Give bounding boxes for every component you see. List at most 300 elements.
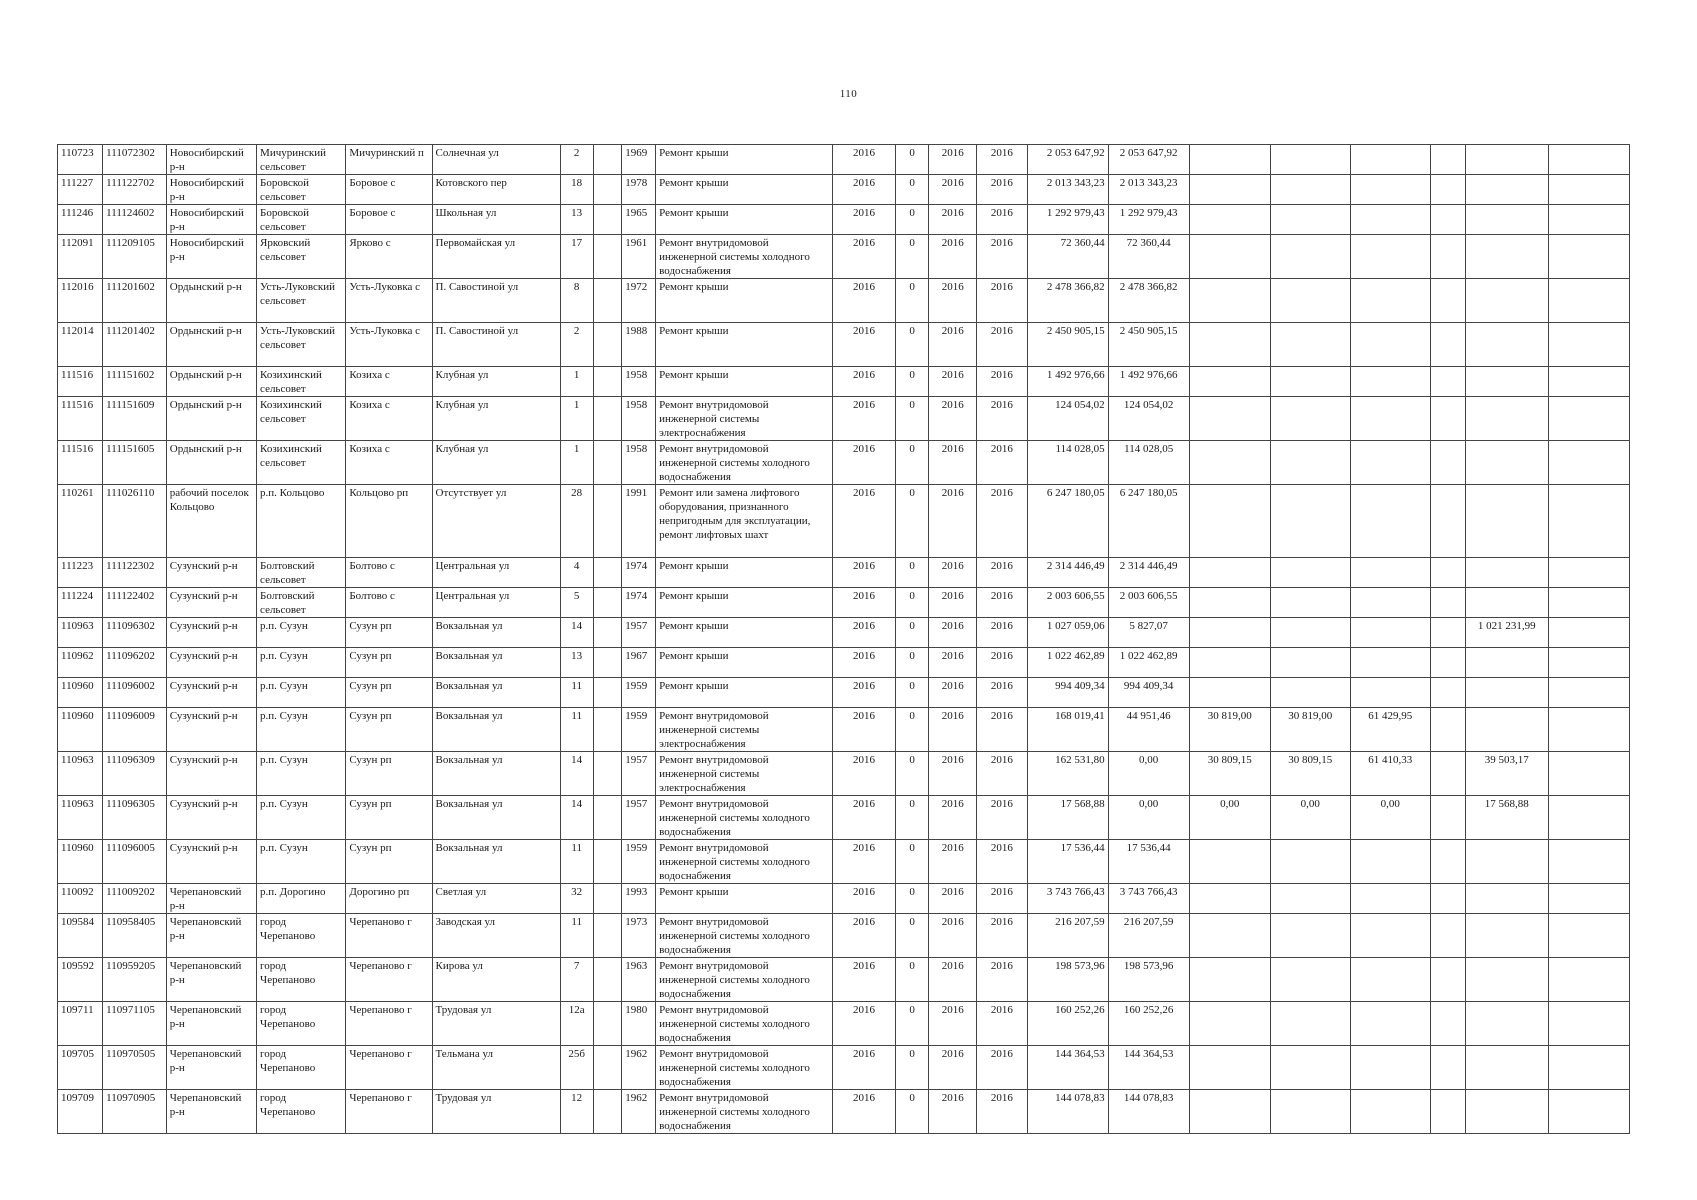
cell-budget-d <box>1350 678 1430 708</box>
cell-budget-b <box>1189 397 1270 441</box>
cell-year-plan: 2016 <box>832 588 896 618</box>
page-number: 110 <box>839 88 858 100</box>
cell-id: 109711 <box>58 1002 103 1046</box>
cell-district: Сузунский р-н <box>166 678 256 708</box>
cell-blank1 <box>593 588 622 618</box>
cell-budget-b <box>1189 1090 1270 1134</box>
cell-district: Сузунский р-н <box>166 708 256 752</box>
cell-district: Черепановский р-н <box>166 1002 256 1046</box>
cell-blank3 <box>1548 145 1629 175</box>
cell-house: 17 <box>560 235 593 279</box>
cell-work-type: Ремонт крыши <box>656 588 832 618</box>
cell-street: П. Савостиной ул <box>432 279 560 323</box>
cell-budget-d <box>1350 205 1430 235</box>
cell-total-cost: 162 531,80 <box>1027 752 1108 796</box>
cell-budget-a: 114 028,05 <box>1108 441 1189 485</box>
cell-zero: 0 <box>896 796 929 840</box>
table-row <box>58 840 1630 884</box>
cell-id: 111227 <box>58 175 103 205</box>
cell-code: 111151605 <box>103 441 167 485</box>
cell-budget-c <box>1270 914 1350 958</box>
cell-work-type: Ремонт внутридомовой инженерной системы холодного водоснабжения <box>656 1090 832 1134</box>
cell-house: 7 <box>560 958 593 1002</box>
cell-work-type: Ремонт внутридомовой инженерной системы холодного водоснабжения <box>656 958 832 1002</box>
table-row <box>58 235 1630 279</box>
cell-year-end: 2016 <box>977 708 1027 752</box>
cell-year-built: 1967 <box>622 648 656 678</box>
cell-year-start: 2016 <box>929 175 977 205</box>
cell-blank3 <box>1548 397 1629 441</box>
cell-municipality: Козихинский сельсовет <box>257 397 346 441</box>
cell-extra <box>1465 678 1548 708</box>
cell-district: Новосибирский р-н <box>166 175 256 205</box>
cell-blank3 <box>1548 958 1629 1002</box>
cell-street: Центральная ул <box>432 558 560 588</box>
cell-year-built: 1978 <box>622 175 656 205</box>
cell-budget-b <box>1189 840 1270 884</box>
cell-extra <box>1465 279 1548 323</box>
cell-code: 111122302 <box>103 558 167 588</box>
cell-zero: 0 <box>896 752 929 796</box>
cell-zero: 0 <box>896 558 929 588</box>
cell-settlement: Болтово с <box>346 558 432 588</box>
cell-id: 111516 <box>58 397 103 441</box>
cell-budget-b <box>1189 485 1270 558</box>
cell-budget-c: 30 819,00 <box>1270 708 1350 752</box>
cell-extra: 17 568,88 <box>1465 796 1548 840</box>
cell-district: Черепановский р-н <box>166 884 256 914</box>
cell-year-built: 1972 <box>622 279 656 323</box>
cell-district: Черепановский р-н <box>166 1046 256 1090</box>
cell-budget-b <box>1189 367 1270 397</box>
cell-work-type: Ремонт внутридомовой инженерной системы электроснабжения <box>656 397 832 441</box>
cell-budget-a: 144 078,83 <box>1108 1090 1189 1134</box>
cell-settlement: Сузун рп <box>346 618 432 648</box>
cell-municipality: Ярковский сельсовет <box>257 235 346 279</box>
cell-blank3 <box>1548 618 1629 648</box>
cell-budget-d <box>1350 235 1430 279</box>
cell-blank1 <box>593 958 622 1002</box>
cell-year-end: 2016 <box>977 1046 1027 1090</box>
cell-blank3 <box>1548 1002 1629 1046</box>
cell-house: 13 <box>560 205 593 235</box>
table-row <box>58 914 1630 958</box>
cell-year-built: 1957 <box>622 618 656 648</box>
cell-year-start: 2016 <box>929 1090 977 1134</box>
cell-budget-d <box>1350 588 1430 618</box>
cell-year-built: 1957 <box>622 752 656 796</box>
cell-blank2 <box>1430 648 1465 678</box>
cell-total-cost: 1 022 462,89 <box>1027 648 1108 678</box>
table-row <box>58 648 1630 678</box>
table-row <box>58 708 1630 752</box>
cell-municipality: р.п. Сузун <box>257 796 346 840</box>
cell-blank2 <box>1430 708 1465 752</box>
cell-blank3 <box>1548 205 1629 235</box>
cell-budget-d <box>1350 485 1430 558</box>
cell-blank1 <box>593 1090 622 1134</box>
cell-blank2 <box>1430 588 1465 618</box>
cell-blank3 <box>1548 678 1629 708</box>
cell-budget-c <box>1270 205 1350 235</box>
cell-extra <box>1465 323 1548 367</box>
cell-id: 111516 <box>58 367 103 397</box>
cell-settlement: Черепаново г <box>346 1046 432 1090</box>
cell-street: Клубная ул <box>432 397 560 441</box>
cell-year-start: 2016 <box>929 840 977 884</box>
cell-district: Сузунский р-н <box>166 796 256 840</box>
cell-year-end: 2016 <box>977 618 1027 648</box>
cell-district: Ордынский р-н <box>166 397 256 441</box>
cell-settlement: Усть-Луковка с <box>346 279 432 323</box>
cell-year-end: 2016 <box>977 367 1027 397</box>
cell-year-plan: 2016 <box>832 752 896 796</box>
cell-street: Вокзальная ул <box>432 796 560 840</box>
cell-blank1 <box>593 205 622 235</box>
cell-budget-b: 30 819,00 <box>1189 708 1270 752</box>
cell-budget-c <box>1270 558 1350 588</box>
cell-district: Сузунский р-н <box>166 648 256 678</box>
cell-blank1 <box>593 648 622 678</box>
cell-municipality: Усть-Луковский сельсовет <box>257 323 346 367</box>
cell-budget-d <box>1350 958 1430 1002</box>
table-row <box>58 279 1630 323</box>
cell-work-type: Ремонт крыши <box>656 678 832 708</box>
cell-code: 111009202 <box>103 884 167 914</box>
cell-house: 5 <box>560 588 593 618</box>
cell-district: Сузунский р-н <box>166 840 256 884</box>
cell-budget-a: 1 492 976,66 <box>1108 367 1189 397</box>
cell-municipality: р.п. Дорогино <box>257 884 346 914</box>
table-row <box>58 397 1630 441</box>
cell-year-end: 2016 <box>977 235 1027 279</box>
cell-budget-c <box>1270 145 1350 175</box>
cell-total-cost: 144 364,53 <box>1027 1046 1108 1090</box>
cell-code: 111201602 <box>103 279 167 323</box>
cell-blank3 <box>1548 175 1629 205</box>
cell-district: Новосибирский р-н <box>166 145 256 175</box>
cell-blank1 <box>593 175 622 205</box>
cell-work-type: Ремонт внутридомовой инженерной системы электроснабжения <box>656 752 832 796</box>
cell-house: 11 <box>560 708 593 752</box>
cell-year-end: 2016 <box>977 840 1027 884</box>
cell-extra <box>1465 840 1548 884</box>
cell-year-end: 2016 <box>977 1002 1027 1046</box>
cell-work-type: Ремонт крыши <box>656 367 832 397</box>
cell-blank2 <box>1430 618 1465 648</box>
cell-id: 110092 <box>58 884 103 914</box>
cell-id: 109592 <box>58 958 103 1002</box>
cell-blank1 <box>593 397 622 441</box>
cell-work-type: Ремонт крыши <box>656 145 832 175</box>
cell-blank1 <box>593 840 622 884</box>
cell-budget-c <box>1270 235 1350 279</box>
cell-budget-d <box>1350 279 1430 323</box>
cell-blank3 <box>1548 1046 1629 1090</box>
cell-code: 111096005 <box>103 840 167 884</box>
cell-street: Вокзальная ул <box>432 752 560 796</box>
cell-id: 110723 <box>58 145 103 175</box>
cell-blank1 <box>593 796 622 840</box>
cell-budget-d <box>1350 397 1430 441</box>
cell-work-type: Ремонт внутридомовой инженерной системы холодного водоснабжения <box>656 914 832 958</box>
cell-zero: 0 <box>896 1090 929 1134</box>
cell-year-built: 1958 <box>622 367 656 397</box>
cell-year-plan: 2016 <box>832 958 896 1002</box>
cell-id: 110960 <box>58 678 103 708</box>
cell-budget-a: 44 951,46 <box>1108 708 1189 752</box>
cell-year-end: 2016 <box>977 397 1027 441</box>
cell-budget-d <box>1350 648 1430 678</box>
cell-id: 110963 <box>58 618 103 648</box>
cell-district: Ордынский р-н <box>166 323 256 367</box>
cell-budget-d <box>1350 1090 1430 1134</box>
cell-extra <box>1465 558 1548 588</box>
cell-budget-d <box>1350 884 1430 914</box>
cell-blank1 <box>593 1046 622 1090</box>
cell-id: 109584 <box>58 914 103 958</box>
cell-code: 111096202 <box>103 648 167 678</box>
cell-house: 2 <box>560 145 593 175</box>
cell-blank1 <box>593 618 622 648</box>
cell-year-plan: 2016 <box>832 175 896 205</box>
cell-zero: 0 <box>896 884 929 914</box>
cell-total-cost: 1 292 979,43 <box>1027 205 1108 235</box>
cell-budget-a: 198 573,96 <box>1108 958 1189 1002</box>
cell-year-plan: 2016 <box>832 441 896 485</box>
cell-blank3 <box>1548 588 1629 618</box>
cell-code: 111201402 <box>103 323 167 367</box>
cell-budget-b: 0,00 <box>1189 796 1270 840</box>
cell-code: 111096002 <box>103 678 167 708</box>
cell-year-plan: 2016 <box>832 235 896 279</box>
cell-budget-b <box>1189 558 1270 588</box>
cell-district: Сузунский р-н <box>166 558 256 588</box>
cell-year-end: 2016 <box>977 958 1027 1002</box>
cell-municipality: р.п. Сузун <box>257 840 346 884</box>
cell-year-start: 2016 <box>929 752 977 796</box>
cell-total-cost: 114 028,05 <box>1027 441 1108 485</box>
cell-budget-a: 2 053 647,92 <box>1108 145 1189 175</box>
cell-blank2 <box>1430 205 1465 235</box>
cell-id: 112091 <box>58 235 103 279</box>
cell-id: 110960 <box>58 840 103 884</box>
cell-blank2 <box>1430 145 1465 175</box>
cell-year-start: 2016 <box>929 279 977 323</box>
cell-zero: 0 <box>896 235 929 279</box>
cell-blank2 <box>1430 752 1465 796</box>
cell-budget-a: 2 478 366,82 <box>1108 279 1189 323</box>
cell-street: Школьная ул <box>432 205 560 235</box>
cell-work-type: Ремонт внутридомовой инженерной системы холодного водоснабжения <box>656 1046 832 1090</box>
cell-blank2 <box>1430 958 1465 1002</box>
cell-settlement: Черепаново г <box>346 1002 432 1046</box>
cell-zero: 0 <box>896 367 929 397</box>
cell-municipality: Козихинский сельсовет <box>257 367 346 397</box>
cell-blank2 <box>1430 485 1465 558</box>
cell-total-cost: 17 536,44 <box>1027 840 1108 884</box>
cell-code: 111072302 <box>103 145 167 175</box>
cell-budget-d <box>1350 558 1430 588</box>
cell-code: 111151602 <box>103 367 167 397</box>
cell-settlement: Ярково с <box>346 235 432 279</box>
cell-settlement: Сузун рп <box>346 752 432 796</box>
cell-municipality: город Черепаново <box>257 1046 346 1090</box>
cell-blank2 <box>1430 279 1465 323</box>
repair-register-table <box>57 144 1630 1134</box>
cell-extra <box>1465 1002 1548 1046</box>
cell-id: 110261 <box>58 485 103 558</box>
cell-work-type: Ремонт или замена лифтового оборудования, признанного непригодным для эксплуатации, ремонт лифтовых шахт <box>656 485 832 558</box>
cell-settlement: Боровое с <box>346 175 432 205</box>
cell-year-built: 1974 <box>622 588 656 618</box>
cell-year-built: 1974 <box>622 558 656 588</box>
cell-total-cost: 2 053 647,92 <box>1027 145 1108 175</box>
cell-street: Клубная ул <box>432 441 560 485</box>
cell-street: Первомайская ул <box>432 235 560 279</box>
table-row <box>58 367 1630 397</box>
cell-year-start: 2016 <box>929 485 977 558</box>
cell-zero: 0 <box>896 708 929 752</box>
cell-budget-d <box>1350 914 1430 958</box>
cell-settlement: Болтово с <box>346 588 432 618</box>
cell-blank1 <box>593 485 622 558</box>
cell-budget-c <box>1270 884 1350 914</box>
cell-zero: 0 <box>896 205 929 235</box>
cell-year-start: 2016 <box>929 796 977 840</box>
table-row <box>58 1046 1630 1090</box>
cell-budget-c: 0,00 <box>1270 796 1350 840</box>
cell-zero: 0 <box>896 1046 929 1090</box>
cell-street: Вокзальная ул <box>432 648 560 678</box>
cell-work-type: Ремонт крыши <box>656 279 832 323</box>
table-row <box>58 796 1630 840</box>
cell-settlement: Черепаново г <box>346 1090 432 1134</box>
cell-budget-d <box>1350 1002 1430 1046</box>
table-row <box>58 175 1630 205</box>
cell-year-plan: 2016 <box>832 884 896 914</box>
cell-blank1 <box>593 367 622 397</box>
cell-budget-a: 1 022 462,89 <box>1108 648 1189 678</box>
cell-blank3 <box>1548 1090 1629 1134</box>
cell-budget-a: 3 743 766,43 <box>1108 884 1189 914</box>
cell-year-plan: 2016 <box>832 397 896 441</box>
cell-budget-c <box>1270 958 1350 1002</box>
cell-year-plan: 2016 <box>832 279 896 323</box>
cell-extra <box>1465 367 1548 397</box>
cell-year-start: 2016 <box>929 323 977 367</box>
cell-id: 110962 <box>58 648 103 678</box>
cell-blank1 <box>593 678 622 708</box>
cell-house: 11 <box>560 840 593 884</box>
cell-year-plan: 2016 <box>832 618 896 648</box>
cell-zero: 0 <box>896 1002 929 1046</box>
cell-blank3 <box>1548 914 1629 958</box>
cell-settlement: Сузун рп <box>346 796 432 840</box>
cell-budget-d: 0,00 <box>1350 796 1430 840</box>
cell-code: 110970905 <box>103 1090 167 1134</box>
cell-id: 109705 <box>58 1046 103 1090</box>
cell-work-type: Ремонт внутридомовой инженерной системы холодного водоснабжения <box>656 235 832 279</box>
cell-year-start: 2016 <box>929 914 977 958</box>
cell-budget-b <box>1189 145 1270 175</box>
cell-budget-b <box>1189 914 1270 958</box>
cell-work-type: Ремонт крыши <box>656 175 832 205</box>
cell-id: 109709 <box>58 1090 103 1134</box>
cell-year-end: 2016 <box>977 914 1027 958</box>
cell-settlement: Черепаново г <box>346 958 432 1002</box>
cell-street: Светлая ул <box>432 884 560 914</box>
cell-district: Ордынский р-н <box>166 279 256 323</box>
cell-budget-a: 2 013 343,23 <box>1108 175 1189 205</box>
cell-year-plan: 2016 <box>832 708 896 752</box>
cell-year-plan: 2016 <box>832 1002 896 1046</box>
cell-total-cost: 198 573,96 <box>1027 958 1108 1002</box>
cell-budget-b <box>1189 588 1270 618</box>
cell-blank3 <box>1548 840 1629 884</box>
cell-work-type: Ремонт внутридомовой инженерной системы холодного водоснабжения <box>656 441 832 485</box>
cell-id: 111516 <box>58 441 103 485</box>
cell-street: Вокзальная ул <box>432 678 560 708</box>
cell-blank1 <box>593 441 622 485</box>
cell-house: 11 <box>560 914 593 958</box>
cell-street: Вокзальная ул <box>432 708 560 752</box>
cell-settlement: Мичуринский п <box>346 145 432 175</box>
cell-street: Кирова ул <box>432 958 560 1002</box>
cell-budget-d <box>1350 1046 1430 1090</box>
cell-blank1 <box>593 708 622 752</box>
cell-zero: 0 <box>896 441 929 485</box>
cell-extra <box>1465 1046 1548 1090</box>
cell-blank1 <box>593 914 622 958</box>
cell-blank1 <box>593 884 622 914</box>
cell-work-type: Ремонт крыши <box>656 884 832 914</box>
cell-blank2 <box>1430 1002 1465 1046</box>
cell-budget-d <box>1350 441 1430 485</box>
table-row <box>58 558 1630 588</box>
cell-house: 8 <box>560 279 593 323</box>
cell-year-plan: 2016 <box>832 678 896 708</box>
cell-total-cost: 17 568,88 <box>1027 796 1108 840</box>
cell-extra <box>1465 958 1548 1002</box>
cell-blank2 <box>1430 1090 1465 1134</box>
cell-year-start: 2016 <box>929 367 977 397</box>
cell-total-cost: 2 314 446,49 <box>1027 558 1108 588</box>
cell-settlement: Сузун рп <box>346 708 432 752</box>
cell-total-cost: 2 013 343,23 <box>1027 175 1108 205</box>
cell-blank3 <box>1548 752 1629 796</box>
cell-blank1 <box>593 558 622 588</box>
cell-zero: 0 <box>896 648 929 678</box>
cell-budget-c <box>1270 588 1350 618</box>
cell-year-built: 1991 <box>622 485 656 558</box>
cell-budget-a: 994 409,34 <box>1108 678 1189 708</box>
cell-budget-c <box>1270 1046 1350 1090</box>
cell-budget-c <box>1270 279 1350 323</box>
cell-budget-b <box>1189 618 1270 648</box>
cell-budget-b <box>1189 279 1270 323</box>
cell-blank2 <box>1430 884 1465 914</box>
cell-budget-c <box>1270 678 1350 708</box>
cell-district: Сузунский р-н <box>166 588 256 618</box>
cell-id: 110963 <box>58 752 103 796</box>
cell-street: Трудовая ул <box>432 1090 560 1134</box>
cell-budget-c <box>1270 648 1350 678</box>
cell-municipality: Усть-Луковский сельсовет <box>257 279 346 323</box>
cell-blank3 <box>1548 485 1629 558</box>
cell-municipality: город Черепаново <box>257 1090 346 1134</box>
table-row <box>58 618 1630 648</box>
